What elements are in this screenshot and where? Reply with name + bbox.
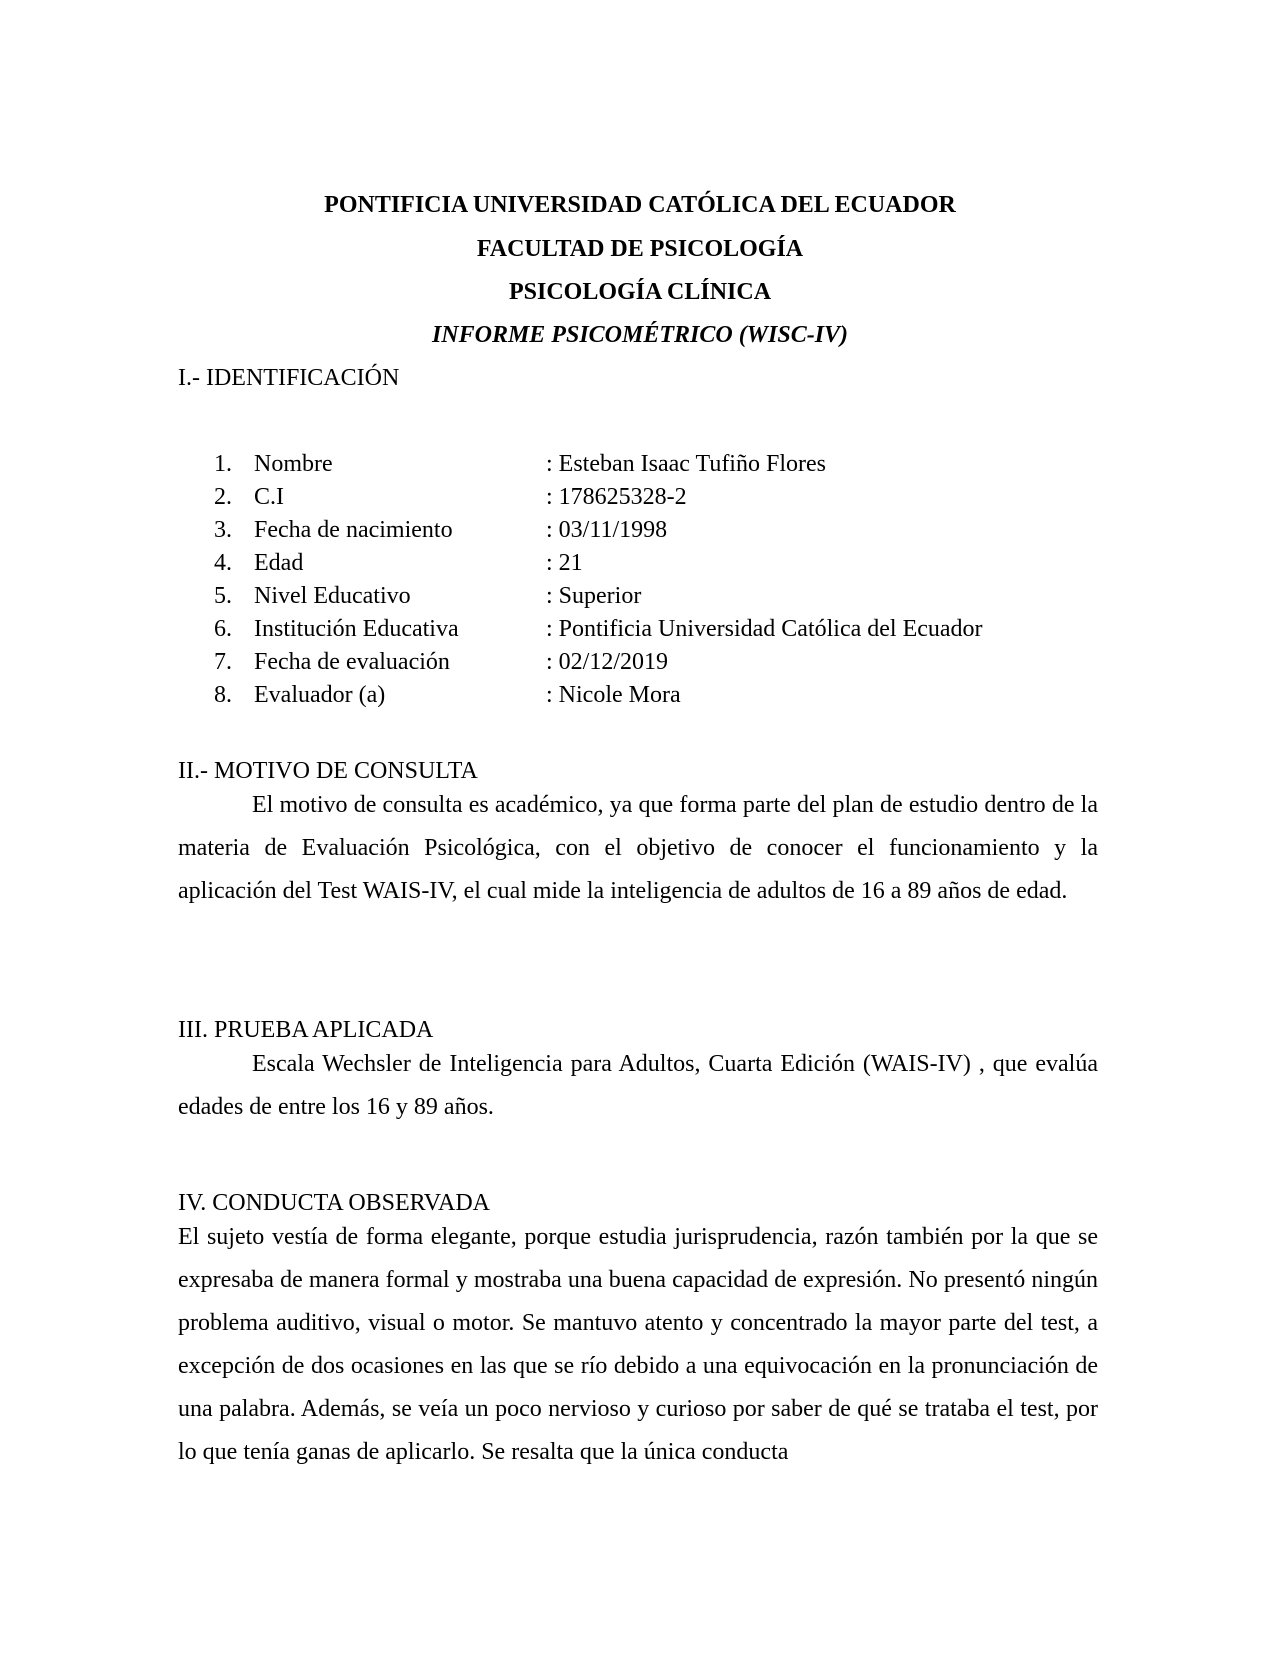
identification-list [178, 449, 1098, 713]
item-value: : Nicole Mora [546, 682, 681, 708]
item-label: C.I [254, 484, 284, 510]
identification-item [178, 482, 1098, 515]
item-number: 2. [214, 484, 232, 510]
test-applied-paragraph: Escala Wechsler de Inteligencia para Adultos, Cuarta Edición (WAIS-IV) , que evalúa edades de entre los 16 y 89 años. [178, 1051, 1098, 1120]
item-label: Edad [254, 550, 304, 576]
item-value: : Superior [546, 583, 642, 609]
test-applied-heading: III. PRUEBA APLICADA [178, 1017, 434, 1043]
identification-item [178, 581, 1098, 614]
identification-item [178, 680, 1098, 713]
item-number: 8. [214, 682, 232, 708]
observed-behavior-paragraph: El sujeto vestía de forma elegante, porque estudia jurisprudencia, razón también por la que se expresaba de manera formal y mostraba una buena capacidad de expresión. No presentó ningún problema auditivo, visual o motor. Se mantuvo atento y concentrado la mayor parte del test, a excepción de dos ocasiones en las que se río debido a una equivocación en la pronunciación de una palabra. Además, se veía un poco nervioso y curioso por saber de qué se trataba el test, por lo que tenía ganas de aplicarlo. Se resalta que la única conducta [178, 1224, 1098, 1465]
item-value: : Esteban Isaac Tufiño Flores [546, 451, 826, 477]
item-value: : Pontificia Universidad Católica del Ecuador [546, 616, 983, 642]
item-label: Evaluador (a) [254, 682, 386, 708]
item-number: 6. [214, 616, 232, 642]
identification-item [178, 647, 1098, 680]
item-value: : 02/12/2019 [546, 649, 669, 675]
item-label: Nivel Educativo [254, 583, 411, 609]
identification-item [178, 515, 1098, 548]
item-label: Fecha de evaluación [254, 649, 450, 675]
item-number: 7. [214, 649, 232, 675]
identification-item [178, 449, 1098, 482]
item-value: : 03/11/1998 [546, 517, 668, 543]
item-number: 4. [214, 550, 232, 576]
item-number: 5. [214, 583, 232, 609]
program-title: PSICOLOGÍA CLÍNICA [508, 279, 772, 305]
item-label: Nombre [254, 451, 333, 477]
university-title: PONTIFICIA UNIVERSIDAD CATÓLICA DEL ECUADOR [324, 192, 956, 218]
identification-item [178, 548, 1098, 581]
item-number: 1. [214, 451, 232, 477]
item-label: Institución Educativa [254, 616, 459, 642]
observed-behavior-heading: IV. CONDUCTA OBSERVADA [178, 1190, 490, 1216]
consultation-paragraph: El motivo de consulta es académico, ya que forma parte del plan de estudio dentro de la materia de Evaluación Psicológica, con el objetivo de conocer el funcionamiento y la aplicación del Test WAIS-IV, el cual mide la inteligencia de adultos de 16 a 89 años de edad. [178, 792, 1098, 904]
item-value: : 21 [546, 550, 583, 576]
item-value: : 178625328-2 [546, 484, 687, 510]
faculty-title: FACULTAD DE PSICOLOGÍA [476, 236, 804, 262]
report-title: INFORME PSICOMÉTRICO (WISC-IV) [431, 322, 849, 348]
consultation-heading: II.- MOTIVO DE CONSULTA [178, 758, 478, 784]
identification-heading: I.- IDENTIFICACIÓN [178, 365, 400, 391]
item-number: 3. [214, 517, 232, 543]
identification-item [178, 614, 1098, 647]
item-label: Fecha de nacimiento [254, 517, 453, 543]
